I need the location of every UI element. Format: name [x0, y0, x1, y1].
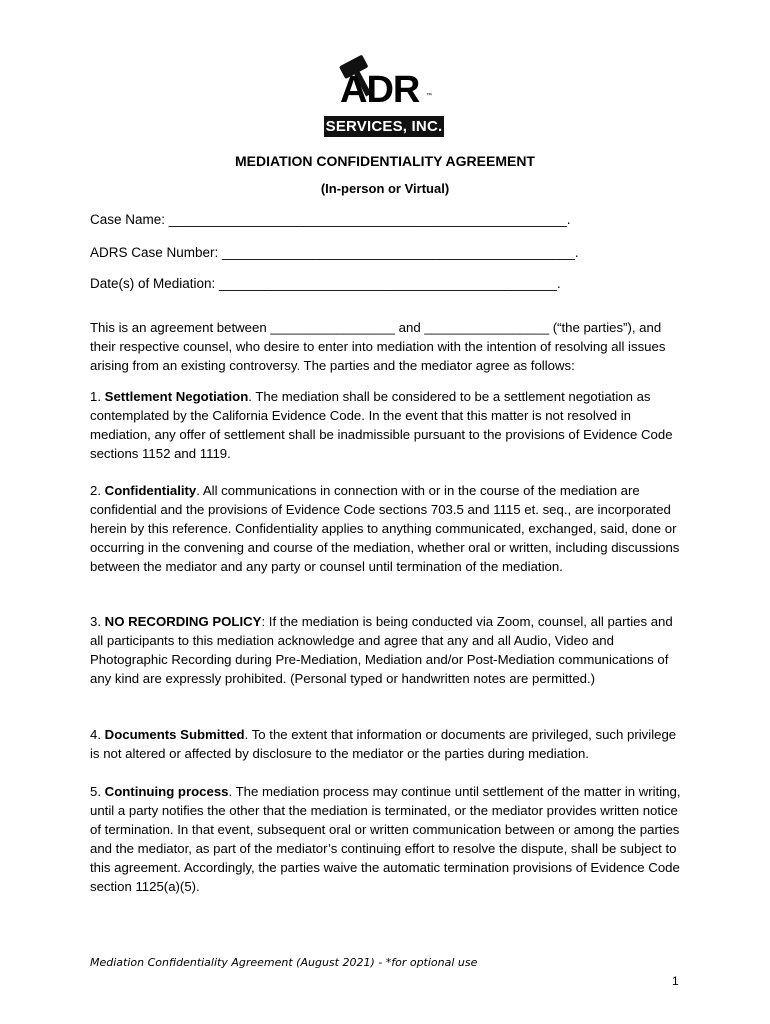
page-number: 1: [672, 974, 679, 988]
adrs-case-number-field: ADRS Case Number: _______________________________________________.: [90, 245, 579, 260]
logo-adr-text: ADR: [340, 69, 420, 111]
section-documents-submitted: [90, 725, 686, 763]
document-title: MEDIATION CONFIDENTIALITY AGREEMENT: [235, 153, 535, 169]
section-number: 2.: [90, 483, 101, 498]
section-number: 3.: [90, 614, 101, 629]
section-number: 5.: [90, 784, 101, 799]
section-text: . All communications in connection with or in the course of the mediation are confidential and the provisions of Evidence Code sections 703.5 and 1115 et. seq., are incorporated herein by this reference. Confidentiality applies to anything communicated, exchanged, said, done or occurring in the convening and course of the mediation, whether oral or written, including discussions between the mediator and any party or counsel until termination of the mediation.: [90, 483, 680, 574]
section-no-recording-policy: [90, 612, 686, 688]
adr-logo: [322, 55, 446, 139]
trademark-symbol: ™: [426, 93, 432, 99]
section-heading: Confidentiality: [104, 483, 197, 498]
section-settlement-negotiation: [90, 387, 686, 463]
dates-of-mediation-field: Date(s) of Mediation: _____________________________________________.: [90, 276, 561, 291]
section-heading: NO RECORDING POLICY: [104, 614, 262, 629]
section-heading: Settlement Negotiation: [104, 389, 249, 404]
section-text: . To the extent that information or documents are privileged, such privilege is not altered or affected by disclosure to the mediator or the parties during mediation.: [90, 727, 677, 761]
section-heading: Documents Submitted: [104, 727, 245, 742]
section-confidentiality: [90, 481, 686, 576]
section-continuing-process: [90, 782, 686, 896]
case-name-field: Case Name: _____________________________________________________.: [90, 212, 571, 227]
section-heading: Continuing process: [104, 784, 229, 799]
document-subtitle: (In-person or Virtual): [320, 181, 450, 196]
section-text: . The mediation process may continue until settlement of the matter in writing, until a party notifies the other that the mediation is terminated, or the mediator provides written notice of termination. In that event, subsequent oral or written communication between or among the parties and the mediator, as part of the mediator’s continuing effort to resolve the dispute, shall be subject to this agreement. Accordingly, the parties waive the automatic termination provisions of Evidence Code section 1125(a)(5).: [90, 784, 681, 894]
intro-paragraph: This is an agreement between _________________ and _________________ (“the parties”), and their respective counsel, who desire to enter into mediation with the intention of resolving all issues arising from an existing controversy. The parties and the mediator agree as follows:: [90, 320, 666, 373]
section-number: 1.: [90, 389, 101, 404]
logo-services-text: SERVICES, INC.: [325, 118, 443, 135]
footer-note: Mediation Confidentiality Agreement (August 2021) - *for optional use: [90, 956, 478, 969]
section-text: : If the mediation is being conducted via Zoom, counsel, all parties and all participants to this mediation acknowledge and agree that any and all Audio, Video and Photographic Recording during Pre-Mediation, Mediation and/or Post-Mediation communications of any kind are expressly prohibited. (Personal typed or handwritten notes are permitted.): [90, 614, 673, 686]
section-text: . The mediation shall be considered to be a settlement negotiation as contemplated by the California Evidence Code. In the event that this matter is not resolved in mediation, any offer of settlement shall be inadmissible pursuant to the provisions of Evidence Code sections 1152 and 1119.: [90, 389, 673, 461]
section-number: 4.: [90, 727, 101, 742]
